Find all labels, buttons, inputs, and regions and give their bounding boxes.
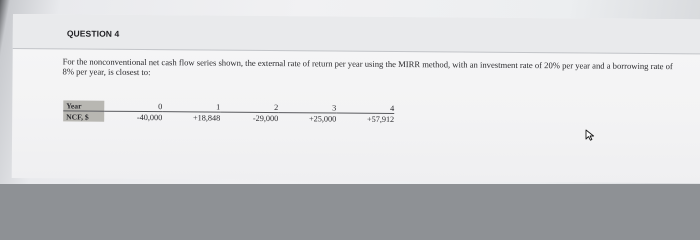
year-cell: 2 [220,102,278,113]
ncf-cell: +25,000 [309,113,337,124]
ncf-label: NCF, $ [63,111,104,122]
ncf-cell: +57,912 [367,114,395,124]
ncf-cell: -29,000 [252,113,279,123]
year-cell: 0 [104,101,162,112]
year-label: Year [63,100,104,111]
ncf-cell: -40,000 [136,112,163,122]
year-cell: 4 [336,103,394,114]
question-text: For the nonconventional net cash flow series shown, the external rate of return per year using the MIRR method, with an investment rate of 20% per year and a borrowing rate of 8% per year, is closest to: [62,56,673,78]
cash-flow-table [63,100,394,124]
table-row-ncf [63,111,394,124]
year-cell: 3 [278,102,336,113]
ncf-cell: +18,848 [193,112,221,123]
year-cell: 1 [162,101,220,112]
question-card [12,14,700,183]
mouse-pointer-icon [585,129,595,141]
question-title: QUESTION 4 [66,28,120,39]
question-header [13,14,700,54]
